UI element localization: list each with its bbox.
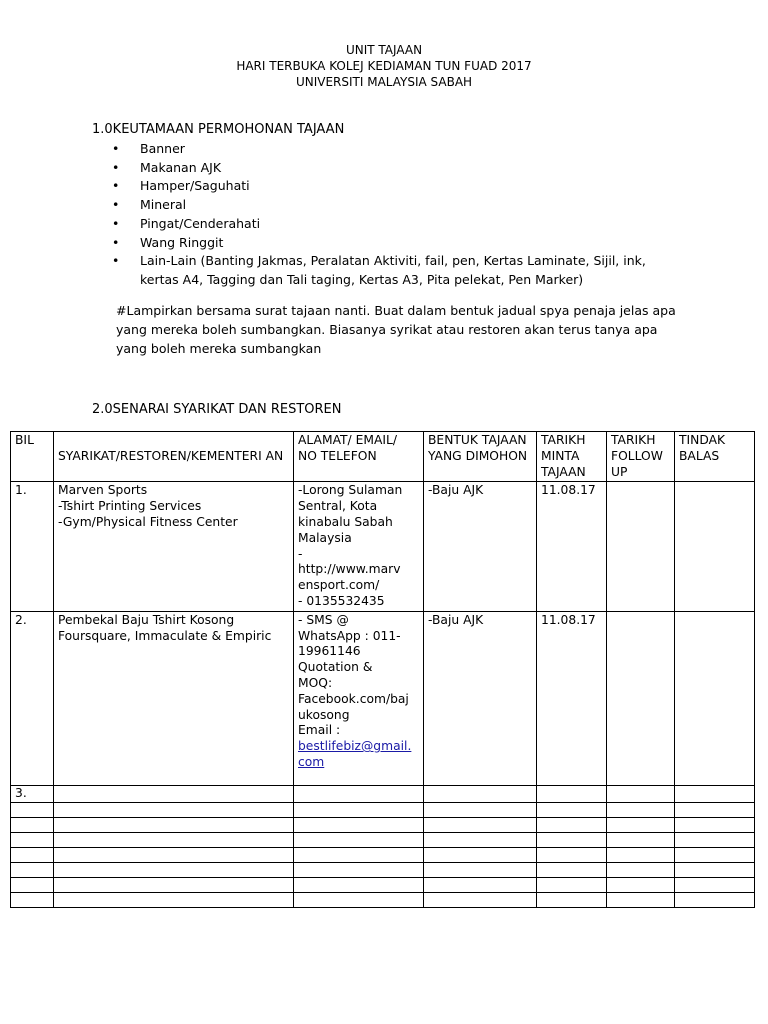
document-header — [0, 42, 768, 90]
cell-tarikh-minta: 11.08.17 — [537, 611, 607, 785]
cell-bentuk: -Baju AJK — [424, 482, 537, 611]
header-tindak-balas: TINDAK BALAS — [675, 432, 755, 482]
list-item-text: • Lain-Lain (Banting Jakmas, Peralatan Aktiviti, fail, pen, Kertas Laminate, Sijil, ink, — [140, 253, 646, 269]
email-link[interactable]: com — [298, 754, 325, 769]
list-item: • Makanan AJK — [112, 159, 646, 178]
list-item: • Pingat/Cenderahati — [112, 215, 646, 234]
cell-bil: 3. — [11, 785, 54, 802]
header-bil: BIL — [11, 432, 54, 482]
table-row — [11, 482, 755, 611]
table-row — [11, 817, 755, 832]
table-row — [11, 862, 755, 877]
cell-alamat: -Lorong Sulaman Sentral, Kota kinabalu Sabah Malaysia - http://www.marv ensport.com/ - 0135532435 — [294, 482, 424, 611]
cell-bil: 1. — [11, 482, 54, 611]
email-link[interactable]: bestlifebiz@gmail. — [298, 739, 412, 754]
section1-title: 1.0KEUTAMAAN PERMOHONAN TAJAAN — [92, 122, 345, 137]
header-event: HARI TERBUKA KOLEJ KEDIAMAN TUN FUAD 2017 — [236, 59, 532, 73]
table-row — [11, 785, 755, 802]
header-bentuk: BENTUK TAJAAN YANG DIMOHON — [424, 432, 537, 482]
header-tarikh-minta: TARIKH MINTA TAJAAN — [537, 432, 607, 482]
cell-tarikh-follow — [607, 611, 675, 785]
note-paragraph — [116, 302, 676, 358]
list-item: • Hamper/Saguhati — [112, 177, 646, 196]
header-tarikh-follow: TARIKH FOLLOW UP — [607, 432, 675, 482]
sponsor-table — [10, 431, 755, 908]
table-header-row — [11, 432, 755, 482]
table-row — [11, 892, 755, 907]
priority-list — [112, 140, 646, 290]
cell-tarikh-follow — [607, 482, 675, 611]
table-row — [11, 832, 755, 847]
list-item: • Wang Ringgit — [112, 234, 646, 253]
cell-alamat: - SMS @ WhatsApp : 011- 19961146 Quotation & MOQ: Facebook.com/baj ukosong Email : bestlifebiz@gmail. com — [294, 611, 424, 785]
header-unit: UNIT TAJAAN — [345, 43, 423, 57]
table-row — [11, 847, 755, 862]
cell-tindak-balas — [675, 611, 755, 785]
cell-bentuk: -Baju AJK — [424, 611, 537, 785]
list-item: • Mineral — [112, 196, 646, 215]
table-row — [11, 611, 755, 785]
note-line: yang boleh mereka sumbangkan — [116, 340, 322, 356]
cell-syarikat: Marven Sports -Tshirt Printing Services -Gym/Physical Fitness Center — [54, 482, 294, 611]
list-item: • Banner — [112, 140, 646, 159]
section2-title: 2.0SENARAI SYARIKAT DAN RESTOREN — [92, 402, 342, 417]
header-syarikat: SYARIKAT/RESTOREN/KEMENTERI AN — [54, 432, 294, 482]
table-row — [11, 877, 755, 892]
note-line: yang mereka boleh sumbangkan. Biasanya syrikat atau restoren akan terus tanya apa — [116, 321, 658, 337]
cell-bil: 2. — [11, 611, 54, 785]
note-line: #Lampirkan bersama surat tajaan nanti. Buat dalam bentuk jadual spya penaja jelas apa — [116, 303, 676, 318]
list-item — [112, 252, 646, 289]
header-alamat: ALAMAT/ EMAIL/ NO TELEFON — [294, 432, 424, 482]
list-item-continuation: kertas A4, Tagging dan Tali taging, Kertas A3, Pita pelekat, Pen Marker) — [140, 271, 584, 287]
table-row — [11, 802, 755, 817]
header-university: UNIVERSITI MALAYSIA SABAH — [295, 75, 473, 89]
cell-tindak-balas — [675, 482, 755, 611]
cell-syarikat: Pembekal Baju Tshirt Kosong Foursquare, Immaculate & Empiric — [54, 611, 294, 785]
cell-tarikh-minta: 11.08.17 — [537, 482, 607, 611]
